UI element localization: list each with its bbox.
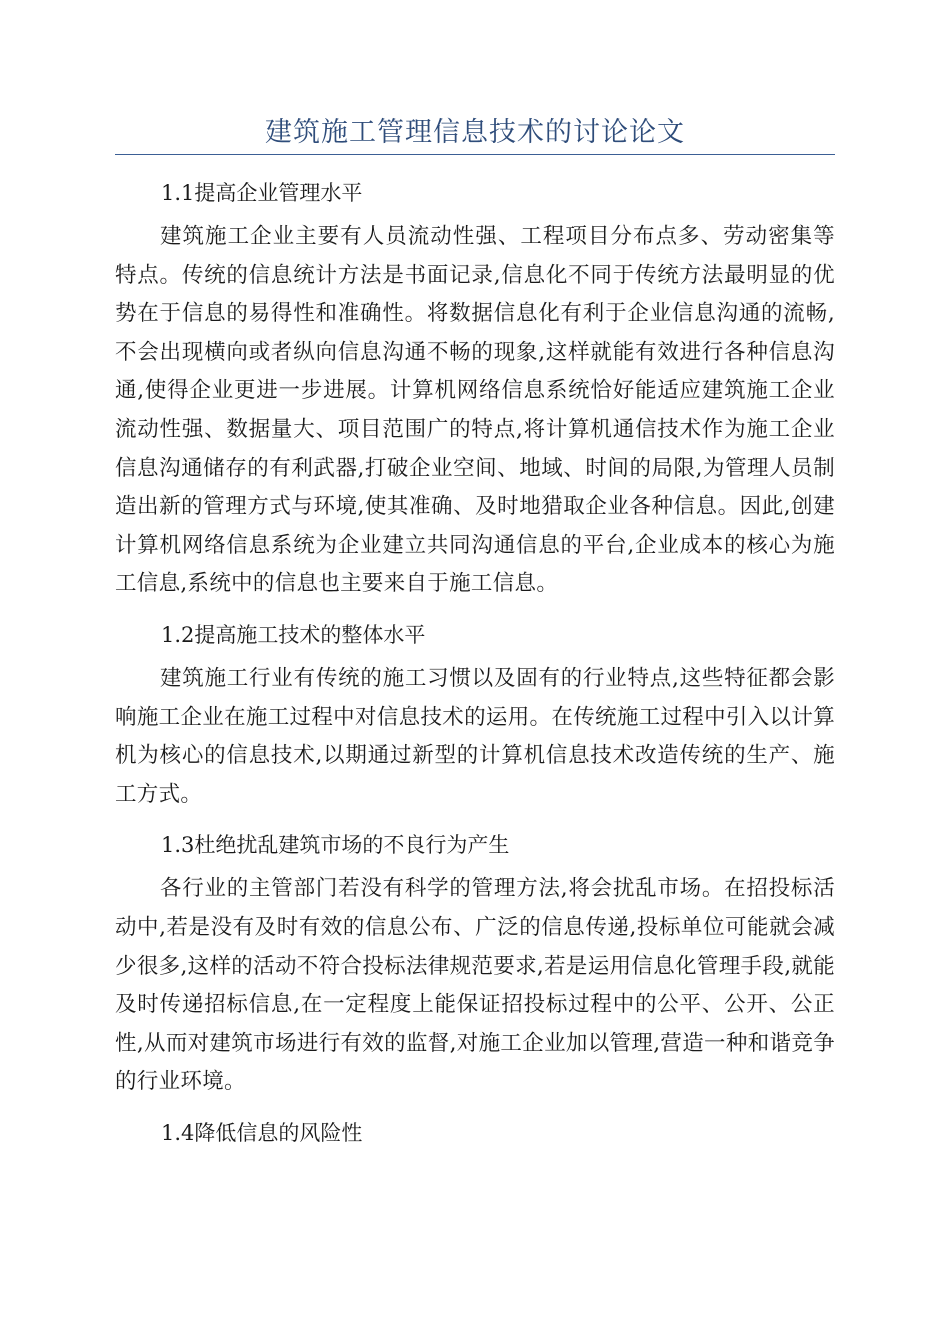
section-heading: 1.4降低信息的风险性	[161, 1120, 363, 1145]
section-heading: 1.3杜绝扰乱建筑市场的不良行为产生	[161, 833, 510, 858]
document-body	[115, 168, 835, 1158]
section-paragraph: 建筑施工行业有传统的施工习惯以及固有的行业特点,这些特征都会影响施工企业在施工过程中对信息技术的运用。在传统施工过程中引入以计算机为核心的信息技术,以期通过新型的计算机信息技术改造传统的生产、施工方式。	[115, 665, 835, 807]
section-1-1	[115, 168, 835, 604]
section-paragraph: 建筑施工企业主要有人员流动性强、工程项目分布点多、劳动密集等特点。传统的信息统计方法是书面记录,信息化不同于传统方法最明显的优势在于信息的易得性和准确性。将数据信息化有利于企业信息沟通的流畅,不会出现横向或者纵向信息沟通不畅的现象,这样就能有效进行各种信息沟通,使得企业更进一步进展。计算机网络信息系统恰好能适应建筑施工企业流动性强、数据量大、项目范围广的特点,将计算机通信技术作为施工企业信息沟通储存的有利武器,打破企业空间、地域、时间的局限,为管理人员制造出新的管理方式与环境,使其准确、及时地猎取企业各种信息。因此,创建计算机网络信息系统为企业建立共同沟通信息的平台,企业成本的核心为施工信息,系统中的信息也主要来自于施工信息。	[115, 224, 835, 597]
section-1-4	[115, 1108, 835, 1158]
section-1-2	[115, 610, 835, 814]
section-heading: 1.2提高施工技术的整体水平	[161, 622, 426, 647]
title-underline	[115, 154, 835, 155]
document-title: 建筑施工管理信息技术的讨论论文	[265, 117, 685, 148]
section-heading: 1.1提高企业管理水平	[161, 181, 363, 205]
section-paragraph: 各行业的主管部门若没有科学的管理方法,将会扰乱市场。在招投标活动中,若是没有及时有效的信息公布、广泛的信息传递,投标单位可能就会减少很多,这样的活动不符合投标法律规范要求,若是运用信息化管理手段,就能及时传递招标信息,在一定程度上能保证招投标过程中的公平、公开、公正性,从而对建筑市场进行有效的监督,对施工企业加以管理,营造一种和谐竞争的行业环境。	[115, 876, 835, 1095]
section-1-3	[115, 820, 835, 1102]
